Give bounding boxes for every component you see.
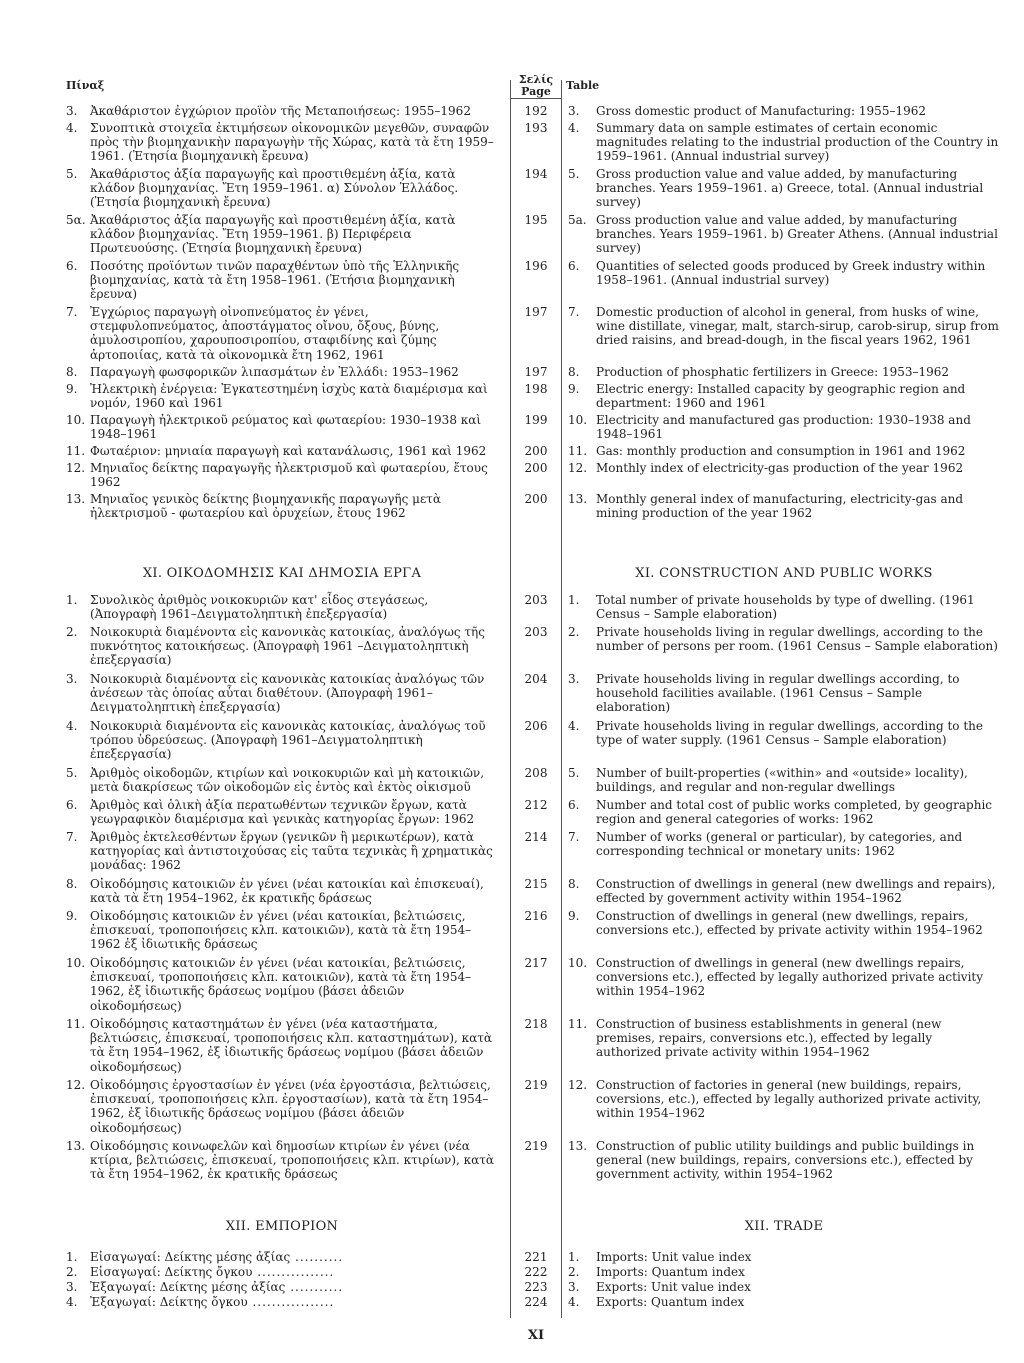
section11-gr-entry [66, 1078, 498, 1135]
page-number: 193 [524, 121, 548, 135]
section12-gr-entry [66, 1295, 498, 1309]
page-column-header [510, 74, 562, 98]
entry-number: 9. [66, 909, 78, 923]
page-number: 214 [524, 830, 548, 844]
entry-number: 2. [568, 1265, 580, 1279]
entry-title: Domestic production of alcohol in general, from husks of wine, wine distillate, vinegar, malt, starch-sirup, carob-sirup, sirup from dried raisins, and bread-dough, in the fiscal years 1962, 1961 [596, 305, 999, 348]
group1-en-entry [568, 167, 1000, 210]
section-xi-greek-list [66, 593, 498, 1186]
page-number: 192 [524, 104, 548, 118]
entry-number: 7. [568, 830, 580, 844]
entry-number: 13. [568, 492, 588, 506]
entry-number: 13. [66, 1139, 86, 1153]
entry-title: Private households living in regular dwellings according, to household facilities available. (1961 Census – Sample elaboration) [596, 672, 960, 715]
page-number: 194 [524, 167, 548, 181]
group1-en-entry [568, 259, 1000, 302]
entry-title: Φωταέριον: μηνιαία παραγωγὴ καὶ κατανάλωσις, 1961 καὶ 1962 [90, 444, 487, 458]
entry-number: 4. [66, 121, 78, 135]
entry-number: 10. [66, 956, 86, 970]
page-number: 204 [524, 672, 548, 686]
entry-number: 3. [568, 1280, 580, 1294]
section12-en-entry [568, 1265, 1000, 1279]
group1-en-entry [568, 492, 1000, 520]
entry-number: 9. [568, 382, 580, 396]
section12-en-entry [568, 1280, 1000, 1294]
group1-gr-entry [66, 444, 498, 458]
entry-number: 12. [568, 1078, 588, 1092]
group1-gr-entry [66, 104, 498, 118]
page-folio: XI [527, 1328, 545, 1343]
section11-en-entry [568, 719, 1000, 762]
group1-gr-entry [66, 121, 498, 164]
entry-title: Monthly index of electricity-gas production of the year 1962 [596, 461, 964, 475]
entry-number: 5. [66, 766, 78, 780]
group1-gr-entry [66, 167, 498, 210]
entry-number: 4. [568, 121, 580, 135]
group1-gr-entry [66, 365, 498, 379]
page-number: 200 [524, 461, 548, 475]
section-xi-title-english: XI. CONSTRUCTION AND PUBLIC WORKS [635, 566, 933, 581]
entry-title: Quantities of selected goods produced by Greek industry within 1958–1961. (Annual industrial survey) [596, 259, 986, 288]
entry-number: 3. [568, 104, 580, 118]
entry-number: 1. [568, 593, 580, 607]
group1-en-entry [568, 305, 1000, 362]
english-column-header: Table [566, 79, 600, 92]
group1-gr-entry [66, 259, 498, 302]
group1-en-entry [568, 104, 1000, 118]
entry-number: 3. [66, 672, 78, 686]
section-xii-greek-list [66, 1250, 498, 1310]
entry-number: 4. [568, 719, 580, 733]
section12-gr-entry [66, 1265, 498, 1279]
page-number: 216 [524, 909, 548, 923]
greek-column-header: Πίναξ [66, 79, 105, 92]
section-xii-title-greek: XII. ΕΜΠΟΡΙΟΝ [225, 1219, 339, 1234]
page-number: 197 [524, 365, 548, 379]
entry-number: 2. [66, 1265, 78, 1279]
entry-number: 1. [66, 593, 78, 607]
page-number: 200 [524, 444, 548, 458]
entry-number: 4. [568, 1295, 580, 1309]
entry-title: Ἀριθμὸς οἰκοδομῶν, κτιρίων καὶ νοικοκυριῶν καὶ μὴ κατοικιῶν, μετὰ διακρίσεως τῶν οἰκοδομῶν εἰς ἐντὸς καὶ ἐκτὸς οἰκισμοῦ [90, 766, 485, 795]
page-number: 212 [524, 798, 548, 812]
group1-en-entry [568, 382, 1000, 410]
section12-gr-entry [66, 1280, 498, 1294]
entry-title: Οἰκοδόμησις κατοικιῶν ἐν γένει (νέαι κατοικίαι, βελτιώσεις, ἐπισκευαί, τροποποιήσεις κλπ. κατοικιῶν), κατὰ τὰ ἔτη 1954–1962 ἐξ ἰδιωτικῆς δράσεως [90, 909, 472, 952]
entry-title: Ἀριθμὸς ἐκτελεσθέντων ἔργων (γενικῶν ἢ μερικωτέρων), κατὰ κατηγορίας καὶ ἀντιστοιχούσας εἰς ταῦτα τεχνικὰς ἢ χρηματικὰς μονάδας: 1962 [90, 830, 493, 873]
section11-gr-entry [66, 877, 498, 905]
entry-title: Οἰκοδόμησις κατοικιῶν ἐν γένει (νέαι κατοικίαι, βελτιώσεις, ἐπισκευαί, τροποποιήσεις κλπ. κατοικιῶν), κατὰ τὰ ἔτη 1954–1962, ἐξ ἰδιωτικῆς δράσεως νομίμου (βάσει ἀδειῶν οἰκοδομήσεως) [90, 956, 472, 1013]
entry-title: Construction of public utility buildings and public buildings in general (new buildings, repairs, conversions etc.), effected by government activity, within 1954–1962 [596, 1139, 975, 1182]
entry-number: 5. [66, 167, 78, 181]
page-number: 222 [524, 1265, 548, 1279]
entry-title: Οἰκοδόμησις ἐργοστασίων ἐν γένει (νέα ἐργοστάσια, βελτιώσεις, ἐπισκευαί, τροποποιήσεις κλπ. ἐργοστασίων), κατὰ τὰ ἔτη 1954–1962, ἐξ ἰδιωτικῆς δράσεως νομίμου (βάσει ἀδειῶν οἰκοδομήσεως) [90, 1078, 491, 1135]
entry-title: Παραγωγὴ ἠλεκτρικοῦ ρεύματος καὶ φωταερίου: 1930–1938 καὶ 1948–1961 [90, 413, 482, 442]
entry-title: Παραγωγὴ φωσφορικῶν λιπασμάτων ἐν Ἑλλάδι: 1953–1962 [90, 365, 459, 379]
page-number: 195 [524, 213, 548, 227]
section12-en-entry [568, 1250, 1000, 1264]
leader-dots: .......... [290, 1250, 344, 1264]
entry-number: 1. [66, 1250, 78, 1264]
entry-number: 11. [568, 444, 588, 458]
page-number: 196 [524, 259, 548, 273]
entry-number: 4. [66, 1295, 78, 1309]
entry-title: Imports: Unit value index [596, 1250, 752, 1264]
section11-en-entry [568, 766, 1000, 794]
entry-number: 5a. [568, 213, 587, 227]
entry-number: 3. [66, 1280, 78, 1294]
entry-title: Production of phosphatic fertilizers in Greece: 1953–1962 [596, 365, 950, 379]
entry-number: 5. [568, 167, 580, 181]
page-number: 223 [524, 1280, 548, 1294]
section11-en-entry [568, 956, 1000, 1013]
entry-title: Νοικοκυριὰ διαμένοντα εἰς κανονικὰς κατοικίας ἀναλόγως τῶν ἀνέσεων τὰς ὁποίας αὗται διαθέτουν. (Ἀπογραφὴ 1961–Δειγματοληπτικὴ ἐπεξεργασία) [90, 672, 485, 715]
entry-number: 7. [568, 305, 580, 319]
entry-title: Συνολικὸς ἀριθμὸς νοικοκυριῶν κατ' εἶδος στεγάσεως, (Ἀπογραφὴ 1961–Δειγματοληπτικὴ ἐπεξεργασία) [90, 593, 429, 622]
section-xii-english-list [568, 1250, 1000, 1310]
group1-gr-entry [66, 213, 498, 256]
page-number: 219 [524, 1078, 548, 1092]
entry-title: Ἠλεκτρικὴ ἐνέργεια: Ἐγκατεστημένη ἰσχὺς κατὰ διαμέρισμα καὶ νομόν, 1960 καὶ 1961 [90, 382, 488, 411]
section11-en-entry [568, 1078, 1000, 1135]
page-label-greek: Σελίς [518, 73, 554, 86]
entry-title: Construction of dwellings in general (new dwellings and repairs), effected by government activity within 1954–1962 [596, 877, 996, 906]
page-label-english: Page [521, 85, 551, 98]
section11-gr-entry [66, 672, 498, 715]
entry-title: Number and total cost of public works completed, by geographic region and general categories of works: 1962 [596, 798, 992, 827]
entry-number: 11. [568, 1017, 588, 1031]
entry-title: Gas: monthly production and consumption in 1961 and 1962 [596, 444, 966, 458]
entry-number: 8. [568, 877, 580, 891]
entry-title: Συνοπτικὰ στοιχεῖα ἐκτιμήσεων οἰκονομικῶν μεγεθῶν, συναφῶν πρὸς τὴν βιομηχανικὴν παραγωγὴν τῆς Χώρας, κατὰ τὰ ἔτη 1959–1961. (Ἐτησία βιομηχανικὴ ἔρευνα) [90, 121, 494, 164]
group1-en-entry [568, 444, 1000, 458]
leader-dots: ................. [247, 1295, 335, 1309]
section11-en-entry [568, 593, 1000, 621]
page-number: 224 [524, 1295, 548, 1309]
entry-number: 8. [66, 365, 78, 379]
entry-number: 10. [66, 413, 86, 427]
section12-gr-entry [66, 1250, 498, 1264]
entry-title: Imports: Quantum index [596, 1265, 745, 1279]
entry-title: Νοικοκυριὰ διαμένοντα εἰς κανονικὰς κατοικίας, ἀναλόγως τῆς πυκνότητος κατοικήσεως. (Ἀπογραφὴ 1961 –Δειγματοληπτικὴ ἐπεξεργασία) [90, 625, 485, 668]
group1-gr-entry [66, 492, 498, 520]
entry-title: Ἀριθμὸς καὶ ὁλικὴ ἀξία περατωθέντων τεχνικῶν ἔργων, κατὰ γεωγραφικὸν διαμέρισμα καὶ γενικὰς κατηγορίας ἔργων: 1962 [90, 798, 475, 827]
entry-title: Total number of private households by type of dwelling. (1961 Census – Sample elaboration) [596, 593, 975, 622]
header-rule [510, 98, 562, 99]
page-number: 206 [524, 719, 548, 733]
entry-number: 2. [66, 625, 78, 639]
entry-number: 12. [66, 1078, 86, 1092]
section11-en-entry [568, 625, 1000, 668]
entry-title: Summary data on sample estimates of certain economic magnitudes relating to the industrial production of the Country in 1959–1961. (Annual industrial survey) [596, 121, 999, 164]
group1-en-entry [568, 365, 1000, 379]
section-xii-title-english: XII. TRADE [744, 1219, 824, 1234]
group1-en-entry [568, 213, 1000, 256]
entry-title: Οἰκοδόμησις κατοικιῶν ἐν γένει (νέαι κατοικίαι καὶ ἐπισκευαί), κατὰ τὰ ἔτη 1954–1962, ἐκ κρατικῆς δράσεως [90, 877, 484, 906]
entry-number: 6. [66, 259, 78, 273]
section11-en-entry [568, 798, 1000, 826]
entry-number: 12. [568, 461, 588, 475]
entry-title: Οἰκοδόμησις καταστημάτων ἐν γένει (νέα καταστήματα, βελτιώσεις, ἐπισκευαί, τροποποιήσεις κλπ. καταστημάτων), κατὰ τὰ ἔτη 1954–1962, ἐξ ἰδιωτικῆς δράσεως νομίμου (βάσει ἀδειῶν οἰκοδομήσεως) [90, 1017, 492, 1074]
section11-en-entry [568, 877, 1000, 905]
entry-number: 3. [66, 104, 78, 118]
entry-title: Εἰσαγωγαί: Δείκτης μέσης ἀξίας [90, 1250, 291, 1264]
section11-en-entry [568, 672, 1000, 715]
entry-number: 1. [568, 1250, 580, 1264]
entry-number: 9. [568, 909, 580, 923]
entry-title: Construction of dwellings in general (new dwellings repairs, conversions etc.), effected by legally authorized private activity within 1954–1962 [596, 956, 984, 999]
entry-number: 6. [66, 798, 78, 812]
section11-gr-entry [66, 909, 498, 952]
group1-en-entry [568, 413, 1000, 441]
entry-title: Construction of business establishments in general (new premises, repairs, conversions etc.), effected by legally authorized private activity within 1954–1962 [596, 1017, 942, 1060]
page-number: 219 [524, 1139, 548, 1153]
entry-title: Gross domestic product of Manufacturing: 1955–1962 [596, 104, 926, 118]
entry-title: Ἀκαθάριστος ἀξία παραγωγῆς καὶ προστιθεμένη ἀξία, κατὰ κλάδον βιομηχανίας. Ἔτη 1959–1961. β) Περιφέρεια Πρωτευούσης. (Ἐτησία βιομηχανικὴ ἔρευνα) [90, 213, 456, 256]
column-divider-left [510, 80, 511, 1318]
entry-number: 9. [66, 382, 78, 396]
entry-title: Μηνιαῖος γενικὸς δείκτης βιομηχανικῆς παραγωγῆς μετὰ ἠλεκτρισμοῦ - φωταερίου καὶ ὀρυχείων, ἔτους 1962 [90, 492, 441, 521]
page-number: 215 [524, 877, 548, 891]
entry-title: Exports: Unit value index [596, 1280, 751, 1294]
page-number: 200 [524, 492, 548, 506]
entry-title: Ἀκαθάριστον ἐγχώριον προϊὸν τῆς Μεταποιήσεως: 1955–1962 [90, 104, 471, 118]
entry-number: 11. [66, 444, 86, 458]
entry-title: Private households living in regular dwellings, according to the number of persons per room. (1961 Census – Sample elaboration) [596, 625, 998, 654]
column-divider-right [561, 80, 562, 1318]
group1-gr-entry [66, 461, 498, 489]
entry-title: Electricity and manufactured gas production: 1930–1938 and 1948–1961 [596, 413, 971, 442]
entry-title: Εἰσαγωγαί: Δείκτης ὄγκου [90, 1265, 253, 1279]
entry-number: 7. [66, 305, 78, 319]
section12-en-entry [568, 1295, 1000, 1309]
section11-gr-entry [66, 956, 498, 1013]
entry-title: Monthly general index of manufacturing, electricity-gas and mining production of the year 1962 [596, 492, 964, 521]
section11-gr-entry [66, 1139, 498, 1182]
group1-en-entry [568, 121, 1000, 164]
page-number: 221 [524, 1250, 548, 1264]
entry-title: Gross production value and value added, by manufacturing branches. Years 1959–1961. a) Greece, total. (Annual industrial survey) [596, 167, 984, 210]
group1-en-entry [568, 461, 1000, 489]
section11-gr-entry [66, 719, 498, 762]
section11-gr-entry [66, 625, 498, 668]
entry-title: Exports: Quantum index [596, 1295, 745, 1309]
page-number: 197 [524, 305, 548, 319]
page-number: 203 [524, 625, 548, 639]
entry-title: Ποσότης προϊόντων τινῶν παραχθέντων ὑπὸ τῆς Ἑλληνικῆς βιομηχανίας, κατὰ τὰ ἔτη 1958–1961. (Ἐτήσια βιομηχανικὴ ἔρευνα) [90, 259, 460, 302]
entry-number: 2. [568, 625, 580, 639]
entry-title: Ἐξαγωγαί: Δείκτης ὄγκου [90, 1295, 248, 1309]
entry-number: 13. [66, 492, 86, 506]
entry-number: 8. [66, 877, 78, 891]
section11-gr-entry [66, 593, 498, 621]
entry-number: 8. [568, 365, 580, 379]
group1-english-list [568, 104, 1000, 523]
entry-title: Ἐξαγωγαί: Δείκτης μέσης ἀξίας [90, 1280, 286, 1294]
entry-title: Number of built-properties («within» and «outside» locality), buildings, and regular and non-regular dwellings [596, 766, 968, 795]
entry-number: 11. [66, 1017, 86, 1031]
page-number: 218 [524, 1017, 548, 1031]
entry-title: Μηνιαῖος δείκτης παραγωγῆς ἠλεκτρισμοῦ καὶ φωταερίου, ἔτους 1962 [90, 461, 488, 490]
leader-dots: ................ [252, 1265, 335, 1279]
page-number: 217 [524, 956, 548, 970]
leader-dots: ........... [285, 1280, 344, 1294]
entry-title: Νοικοκυριὰ διαμένοντα εἰς κανονικὰς κατοικίας, ἀναλόγως τοῦ τρόπου ὑδρεύσεως. (Ἀπογραφὴ 1961–Δειγματοληπτικὴ ἐπεξεργασία) [90, 719, 486, 762]
entry-title: Number of works (general or particular), by categories, and corresponding technical or monetary units: 1962 [596, 830, 963, 859]
section11-en-entry [568, 1139, 1000, 1182]
entry-title: Private households living in regular dwellings, according to the type of water supply. (1961 Census – Sample elaboration) [596, 719, 983, 748]
entry-title: Gross production value and value added, by manufacturing branches. Years 1959–1961. b) Greater Athens. (Annual industrial survey) [596, 213, 998, 256]
entry-number: 6. [568, 259, 580, 273]
group1-greek-list [66, 104, 498, 523]
entry-number: 7. [66, 830, 78, 844]
entry-number: 10. [568, 956, 588, 970]
entry-title: Construction of dwellings in general (new dwellings, repairs, conversions etc.), effected by private activity within 1954–1962 [596, 909, 983, 938]
entry-number: 13. [568, 1139, 588, 1153]
entry-title: Ἐγχώριος παραγωγὴ οἰνοπνεύματος ἐν γένει, στεμφυλοπνεύματος, ἀποστάγματος οἴνου, ὄξους, βύνης, ἀμυλοσιροπίου, χαρουποσιροπίου, σταφιδίνης καὶ ζύμης ἀρτοποιίας, κατὰ τὰ οἰκονομικὰ ἔτη 1962, 1961 [90, 305, 440, 362]
page-number: 203 [524, 593, 548, 607]
entry-number: 12. [66, 461, 86, 475]
section11-en-entry [568, 909, 1000, 952]
section11-gr-entry [66, 1017, 498, 1074]
group1-gr-entry [66, 382, 498, 410]
section11-en-entry [568, 1017, 1000, 1074]
section-xi-english-list [568, 593, 1000, 1186]
group1-gr-entry [66, 413, 498, 441]
section11-gr-entry [66, 798, 498, 826]
entry-title: Ἀκαθάριστος ἀξία παραγωγῆς καὶ προστιθεμένη ἀξία, κατὰ κλάδον βιομηχανίας. Ἔτη 1959–1961. α) Σύνολον Ἑλλάδος. (Ἐτησία βιομηχανικὴ ἔρευνα) [90, 167, 459, 210]
entry-title: Οἰκοδόμησις κοινωφελῶν καὶ δημοσίων κτιρίων ἐν γένει (νέα κτίρια, βελτιώσεις, ἐπισκευαί, τροποποιήσεις κλπ. κτιρίων), κατὰ τὰ ἔτη 1954–1962, ἐκ κρατικῆς δράσεως [90, 1139, 495, 1182]
entry-number: 5α. [66, 213, 86, 227]
entry-number: 5. [568, 766, 580, 780]
entry-number: 6. [568, 798, 580, 812]
entry-title: Construction of factories in general (new buildings, repairs, coversions, etc.), effected by legally authorized private activity, within 1954–1962 [596, 1078, 982, 1121]
group1-gr-entry [66, 305, 498, 362]
page-number: 199 [524, 413, 548, 427]
entry-number: 3. [568, 672, 580, 686]
page-number: 208 [524, 766, 548, 780]
entry-number: 4. [66, 719, 78, 733]
entry-number: 10. [568, 413, 588, 427]
section-xi-title-greek: XI. ΟΙΚΟΔΟΜΗΣΙΣ ΚΑΙ ΔΗΜΟΣΙΑ ΕΡΓΑ [142, 566, 422, 581]
entry-title: Electric energy: Installed capacity by geographic region and department: 1960 and 1961 [596, 382, 966, 411]
section11-gr-entry [66, 766, 498, 794]
section11-gr-entry [66, 830, 498, 873]
section11-en-entry [568, 830, 1000, 873]
page-number: 198 [524, 382, 548, 396]
